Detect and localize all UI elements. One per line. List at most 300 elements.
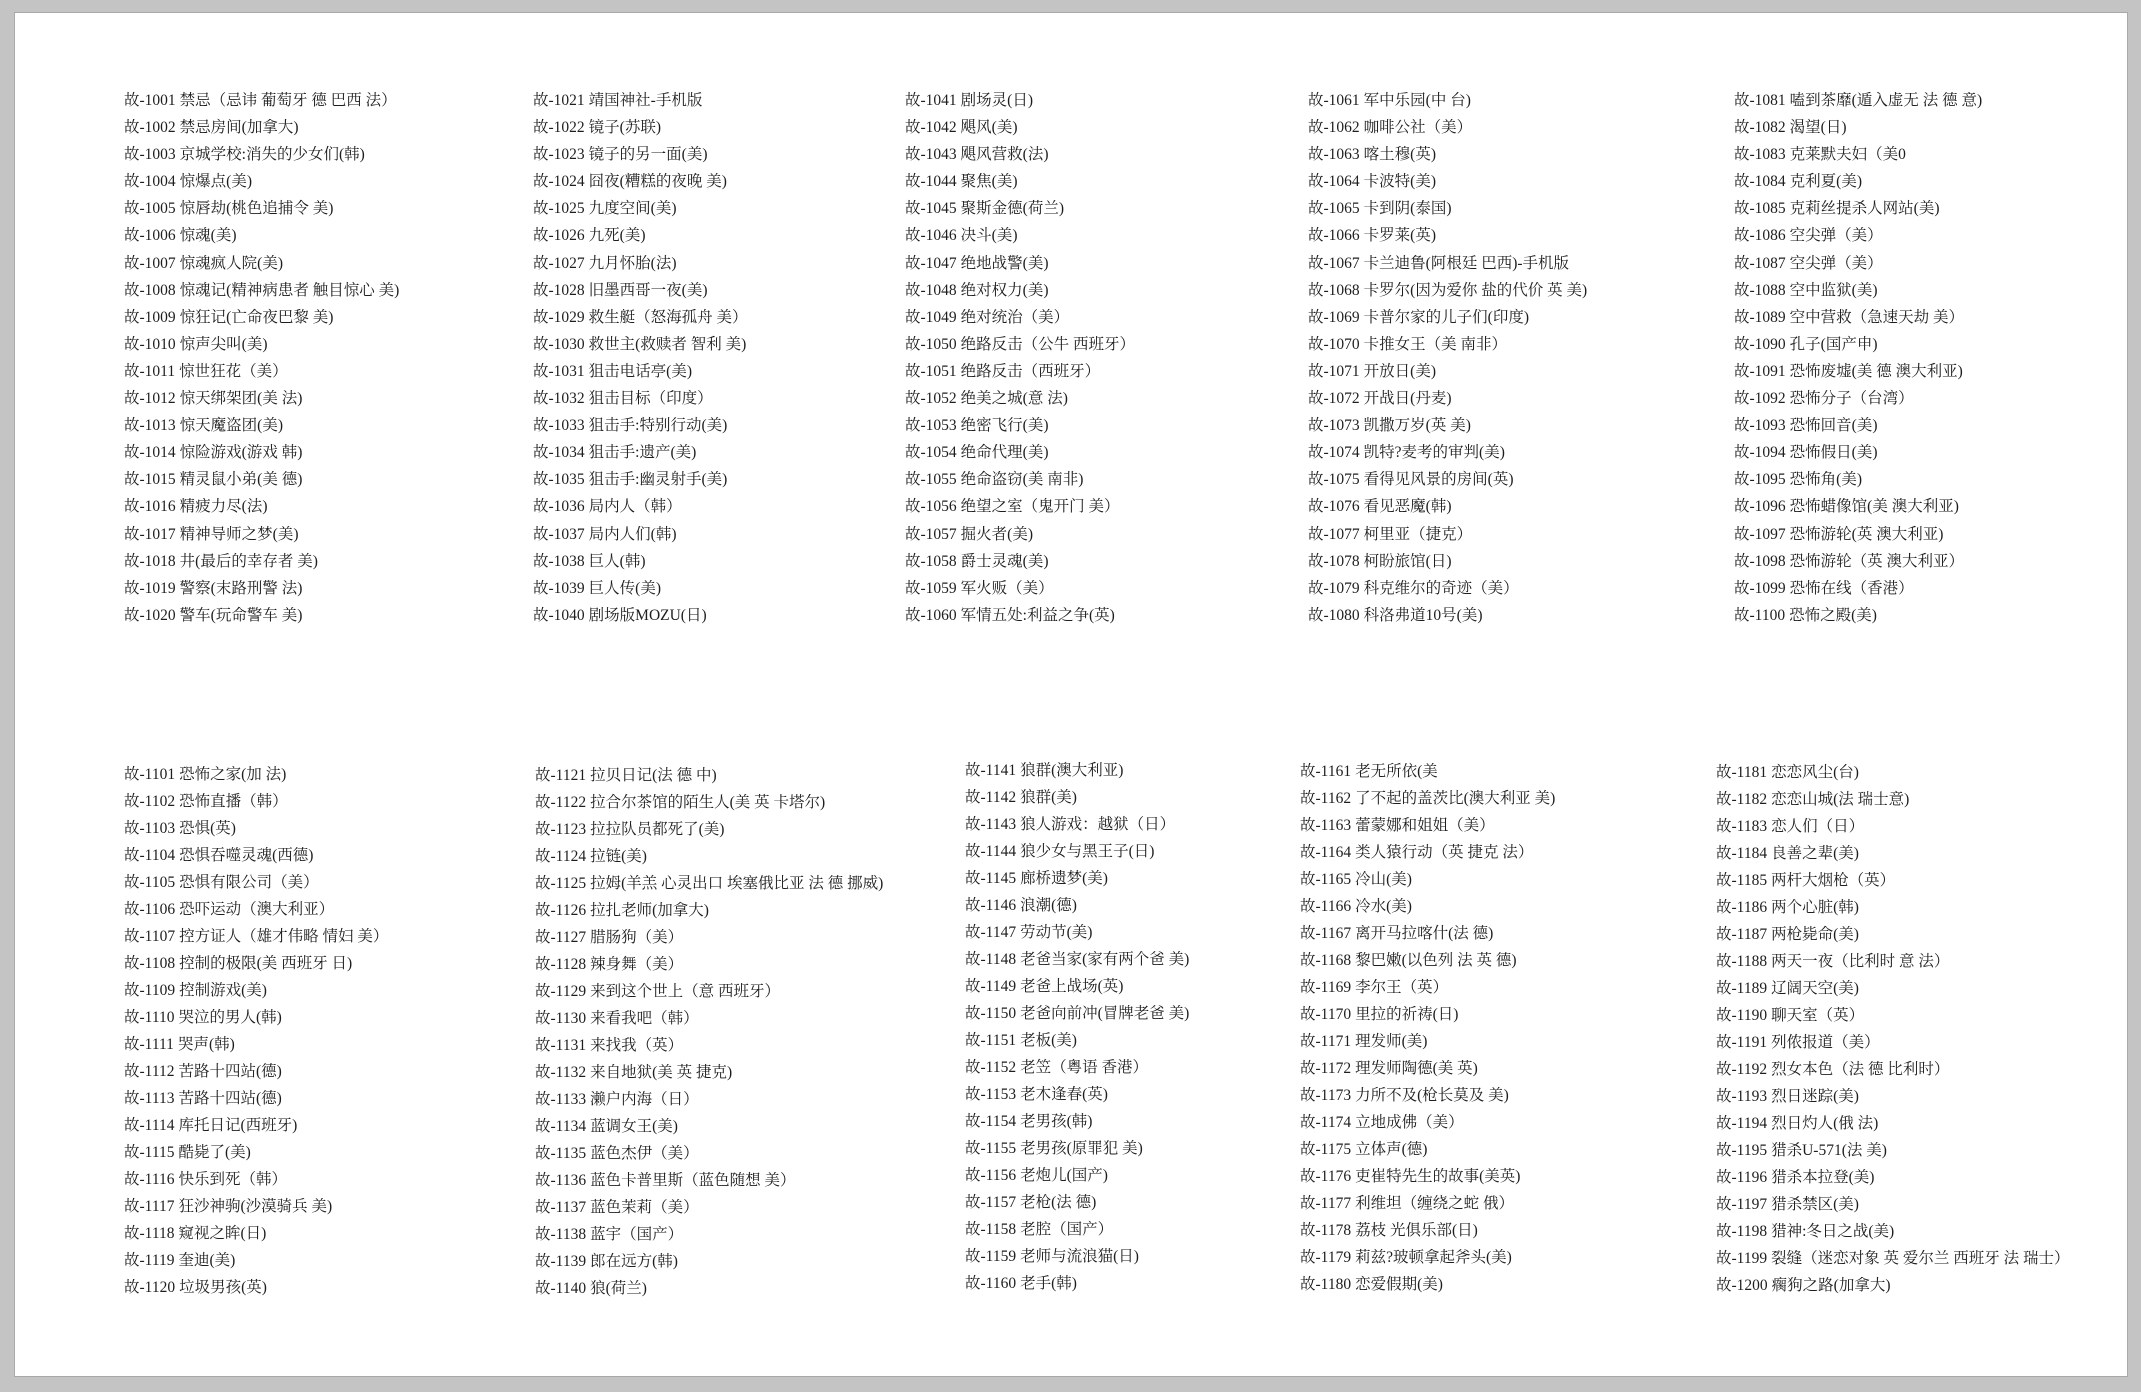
- entry-code: 故-1047: [905, 254, 957, 272]
- film-entry: [965, 892, 1189, 919]
- entry-title: 绝路反击（西班牙）: [960, 362, 1101, 380]
- film-entry: [124, 439, 399, 466]
- entry-title: 类人猿行动（英 捷克 法）: [1355, 844, 1534, 861]
- entry-title: 哭泣的男人(韩): [178, 1009, 282, 1026]
- entry-title: 老木逢春(英): [1020, 1086, 1108, 1103]
- film-entry: [905, 250, 1135, 277]
- entry-code: 故-1163: [1300, 817, 1352, 834]
- entry-title: 狼群(澳大利亚): [1020, 762, 1124, 779]
- entry-title: 科洛弗道10号(美): [1363, 606, 1483, 624]
- entry-code: 故-1051: [905, 362, 957, 380]
- entry-title: 剧场版MOZU(日): [588, 606, 707, 624]
- entry-code: 故-1167: [1300, 925, 1352, 942]
- film-entry: [1308, 385, 1587, 412]
- film-entry: [965, 1108, 1189, 1135]
- entry-code: 故-1101: [124, 766, 176, 783]
- entry-title: 力所不及(枪长莫及 美): [1355, 1087, 1509, 1104]
- entry-title: 惊天绑架团(美 法): [179, 390, 303, 408]
- film-entry: [1300, 1163, 1555, 1190]
- film-entry: [124, 195, 399, 222]
- entry-code: 故-1147: [965, 924, 1017, 941]
- entry-title: 郎在远方(韩): [590, 1253, 678, 1270]
- entry-title: 了不起的盖茨比(澳大利亚 美): [1355, 790, 1556, 807]
- film-entry: [533, 358, 748, 385]
- film-entry: [1716, 813, 2069, 840]
- entry-code: 故-1154: [965, 1113, 1017, 1130]
- film-entry: [1300, 1082, 1555, 1109]
- entry-title: 镜子的另一面(美): [588, 146, 708, 164]
- film-entry: [124, 493, 399, 520]
- film-entry: [1308, 250, 1587, 277]
- film-entry: [1734, 493, 1982, 520]
- film-entry: [905, 331, 1135, 358]
- entry-code: 故-1037: [533, 525, 585, 543]
- entry-title: 局内人（韩）: [588, 498, 682, 516]
- film-entry: [535, 1248, 883, 1275]
- film-entry: [124, 977, 388, 1004]
- entry-code: 故-1094: [1734, 444, 1786, 462]
- entry-code: 故-1016: [124, 498, 176, 516]
- film-entry: [1300, 785, 1555, 812]
- film-entry: [535, 870, 883, 897]
- film-entry: [1300, 839, 1555, 866]
- entry-code: 故-1038: [533, 552, 585, 570]
- entry-code: 故-1188: [1716, 953, 1768, 970]
- film-entry: [124, 1220, 388, 1247]
- entry-code: 故-1151: [965, 1032, 1017, 1049]
- entry-code: 故-1160: [965, 1275, 1017, 1292]
- film-entry: [905, 114, 1135, 141]
- entry-title: 空中监狱(美): [1789, 281, 1878, 299]
- entry-title: 猎杀本拉登(美): [1771, 1169, 1875, 1186]
- entry-code: 故-1065: [1308, 200, 1360, 218]
- entry-title: 烈女本色（法 德 比利时）: [1771, 1061, 1950, 1078]
- film-entry: [1716, 759, 2069, 786]
- entry-code: 故-1002: [124, 119, 176, 137]
- entry-code: 故-1098: [1734, 552, 1786, 570]
- entry-code: 故-1067: [1308, 254, 1360, 272]
- film-entry: [535, 1167, 883, 1194]
- entry-title: 精灵鼠小弟(美 德): [179, 471, 303, 489]
- entry-title: 恐吓运动（澳大利亚）: [179, 901, 335, 918]
- film-entry: [535, 1059, 883, 1086]
- film-entry: [533, 277, 748, 304]
- film-entry: [1734, 168, 1982, 195]
- entry-code: 故-1156: [965, 1167, 1017, 1184]
- film-entry: [905, 277, 1135, 304]
- entry-title: 决斗(美): [960, 227, 1018, 245]
- entry-title: 烈日灼人(俄 法): [1771, 1115, 1879, 1132]
- entry-title: 老爸当家(家有两个爸 美): [1020, 951, 1190, 968]
- entry-title: 恐惧(英): [179, 820, 236, 837]
- entry-code: 故-1009: [124, 308, 176, 326]
- entry-code: 故-1058: [905, 552, 957, 570]
- film-entry: [124, 842, 388, 869]
- film-entry: [1716, 1083, 2069, 1110]
- film-entry: [533, 250, 748, 277]
- film-entry: [1300, 920, 1555, 947]
- entry-code: 故-1135: [535, 1145, 587, 1162]
- entry-code: 故-1193: [1716, 1088, 1768, 1105]
- entry-title: 惊魂(美): [179, 227, 237, 245]
- entry-code: 故-1015: [124, 471, 176, 489]
- film-entry: [965, 838, 1189, 865]
- entry-title: 靖国神社-手机版: [588, 92, 703, 109]
- list-column: [1734, 87, 1982, 629]
- entry-code: 故-1195: [1716, 1142, 1768, 1159]
- entry-title: 控制的极限(美 西班牙 日): [179, 955, 353, 972]
- entry-code: 故-1088: [1734, 281, 1786, 299]
- entry-code: 故-1042: [905, 119, 957, 137]
- film-entry: [124, 331, 399, 358]
- entry-title: 恐怖之殿(美): [1789, 606, 1877, 624]
- entry-title: 苦路十四站(德): [178, 1063, 282, 1080]
- entry-code: 故-1130: [535, 1010, 587, 1027]
- entry-code: 故-1108: [124, 955, 176, 972]
- list-column: [535, 762, 883, 1302]
- entry-title: 狼人游戏：越狱（日）: [1020, 816, 1176, 833]
- entry-title: 掘火者(美): [960, 525, 1033, 543]
- list-column: [965, 757, 1189, 1297]
- film-entry: [965, 811, 1189, 838]
- list-column: [1308, 87, 1587, 629]
- entry-code: 故-1081: [1734, 92, 1786, 109]
- entry-title: 绝对权力(美): [960, 281, 1049, 299]
- entry-code: 故-1109: [124, 982, 176, 999]
- entry-title: 看见恶魔(韩): [1363, 498, 1452, 516]
- film-entry: [905, 521, 1135, 548]
- entry-code: 故-1071: [1308, 362, 1360, 380]
- entry-code: 故-1074: [1308, 444, 1360, 462]
- entry-title: 瘸狗之路(加拿大): [1771, 1277, 1891, 1294]
- entry-code: 故-1128: [535, 956, 587, 973]
- film-entry: [1308, 87, 1587, 114]
- entry-title: 蓝宇（国产）: [590, 1226, 684, 1243]
- film-entry: [533, 466, 748, 493]
- entry-code: 故-1152: [965, 1059, 1017, 1076]
- entry-code: 故-1139: [535, 1253, 587, 1270]
- film-entry: [124, 304, 399, 331]
- entry-title: 绝路反击（公牛 西班牙）: [960, 335, 1136, 353]
- film-entry: [965, 1189, 1189, 1216]
- entry-title: 克利夏(美): [1789, 173, 1862, 191]
- entry-code: 故-1025: [533, 200, 585, 218]
- film-entry: [124, 602, 399, 629]
- entry-code: 故-1075: [1308, 471, 1360, 489]
- film-entry: [1300, 974, 1555, 1001]
- film-entry: [1734, 358, 1982, 385]
- film-entry: [124, 1247, 388, 1274]
- entry-code: 故-1145: [965, 870, 1017, 887]
- entry-title: 绝命盗窃(美 南非): [960, 471, 1084, 489]
- film-entry: [1300, 1190, 1555, 1217]
- entry-code: 故-1095: [1734, 471, 1786, 489]
- entry-code: 故-1118: [124, 1225, 175, 1242]
- entry-code: 故-1024: [533, 173, 585, 191]
- entry-title: 冷山(美): [1355, 871, 1412, 888]
- entry-code: 故-1162: [1300, 790, 1352, 807]
- film-entry: [965, 1027, 1189, 1054]
- entry-code: 故-1127: [535, 929, 587, 946]
- entry-code: 故-1116: [124, 1171, 175, 1188]
- film-entry: [965, 1270, 1189, 1297]
- entry-title: 绝对统治（美）: [960, 308, 1070, 326]
- film-entry: [1308, 466, 1587, 493]
- entry-title: 黎巴嫩(以色列 法 英 德): [1355, 952, 1517, 969]
- entry-title: 惊声尖叫(美): [179, 335, 268, 353]
- entry-code: 故-1144: [965, 843, 1017, 860]
- entry-code: 故-1026: [533, 227, 585, 245]
- entry-title: 腊肠狗（美）: [590, 929, 684, 946]
- entry-code: 故-1112: [124, 1063, 175, 1080]
- entry-title: 奎迪(美): [178, 1252, 236, 1269]
- film-entry: [965, 919, 1189, 946]
- entry-title: 老腔（国产）: [1020, 1221, 1114, 1238]
- entry-title: 拉姆(羊羔 心灵出口 埃塞俄比亚 法 德 挪威): [590, 875, 884, 892]
- entry-title: 狙击电话亭(美): [588, 362, 692, 380]
- entry-code: 故-1146: [965, 897, 1017, 914]
- entry-title: 京城学校:消失的少女们(韩): [179, 146, 365, 164]
- film-entry: [1308, 412, 1587, 439]
- entry-title: 老男孩(原罪犯 美): [1020, 1140, 1143, 1157]
- film-entry: [1300, 1244, 1555, 1271]
- entry-code: 故-1173: [1300, 1087, 1352, 1104]
- film-entry: [1716, 1002, 2069, 1029]
- entry-code: 故-1200: [1716, 1277, 1768, 1294]
- entry-title: 孔子(国产申): [1789, 335, 1878, 353]
- film-entry: [533, 222, 748, 249]
- entry-code: 故-1021: [533, 92, 585, 109]
- film-entry: [124, 277, 399, 304]
- entry-title: 聚焦(美): [960, 173, 1018, 191]
- film-entry: [1300, 1028, 1555, 1055]
- entry-title: 恋爱假期(美): [1355, 1276, 1443, 1293]
- entry-title: 喀土穆(英): [1363, 146, 1436, 164]
- entry-title: 来自地狱(美 英 捷克): [590, 1064, 733, 1081]
- entry-code: 故-1148: [965, 951, 1017, 968]
- film-entry: [1716, 1272, 2069, 1299]
- entry-title: 嗑到茶靡(遁入虚无 法 德 意): [1789, 92, 1983, 109]
- entry-title: 绝密飞行(美): [960, 417, 1049, 435]
- entry-code: 故-1191: [1716, 1034, 1768, 1051]
- entry-title: 哭声(韩): [177, 1036, 235, 1053]
- film-entry: [535, 816, 883, 843]
- entry-code: 故-1137: [535, 1199, 587, 1216]
- entry-code: 故-1003: [124, 146, 176, 164]
- entry-title: 克莉丝提杀人网站(美): [1789, 200, 1940, 218]
- entry-title: 禁忌房间(加拿大): [179, 119, 299, 137]
- entry-title: 立体声(德): [1355, 1141, 1428, 1158]
- entry-title: 蓝色卡普里斯（蓝色随想 美）: [590, 1172, 796, 1189]
- entry-code: 故-1166: [1300, 898, 1352, 915]
- entry-code: 故-1189: [1716, 980, 1768, 997]
- entry-code: 故-1174: [1300, 1114, 1352, 1131]
- film-entry: [1308, 222, 1587, 249]
- film-entry: [1300, 1217, 1555, 1244]
- film-entry: [535, 1275, 883, 1302]
- entry-title: 两杆大烟枪（英）: [1771, 872, 1896, 889]
- entry-code: 故-1129: [535, 983, 587, 1000]
- film-entry: [1300, 1136, 1555, 1163]
- entry-title: 李尔王（英）: [1355, 979, 1449, 996]
- entry-title: 空尖弹（美）: [1789, 227, 1883, 245]
- film-entry: [905, 439, 1135, 466]
- entry-code: 故-1060: [905, 606, 957, 624]
- entry-code: 故-1153: [965, 1086, 1017, 1103]
- entry-code: 故-1157: [965, 1194, 1017, 1211]
- entry-title: 辣身舞（美）: [590, 956, 684, 973]
- film-entry: [124, 1193, 388, 1220]
- entry-code: 故-1124: [535, 848, 587, 865]
- entry-title: 辽阔天空(美): [1771, 980, 1859, 997]
- film-entry: [1300, 1001, 1555, 1028]
- entry-title: 狙击手:幽灵射手(美): [588, 471, 728, 489]
- film-entry: [533, 548, 748, 575]
- entry-title: 理发师陶德(美 英): [1355, 1060, 1478, 1077]
- entry-code: 故-1023: [533, 146, 585, 164]
- entry-title: 两天一夜（比利时 意 法）: [1771, 953, 1950, 970]
- entry-code: 故-1085: [1734, 200, 1786, 218]
- entry-code: 故-1041: [905, 92, 957, 109]
- entry-title: 酷毙了(美): [178, 1144, 251, 1161]
- film-entry: [1308, 575, 1587, 602]
- entry-title: 老无所依(美: [1355, 763, 1438, 780]
- film-entry: [124, 1004, 388, 1031]
- film-entry: [124, 521, 399, 548]
- entry-title: 卡推女王（美 南非）: [1363, 335, 1508, 353]
- entry-code: 故-1034: [533, 444, 585, 462]
- film-entry: [533, 168, 748, 195]
- film-entry: [1734, 141, 1982, 168]
- film-entry: [1716, 1218, 2069, 1245]
- entry-title: 控制游戏(美): [179, 982, 267, 999]
- entry-title: 两枪毙命(美): [1771, 926, 1859, 943]
- entry-title: 开放日(美): [1363, 362, 1436, 380]
- entry-title: 科克维尔的奇迹（美）: [1363, 579, 1519, 597]
- entry-title: 看得见风景的房间(英): [1363, 471, 1514, 489]
- entry-title: 老枪(法 德): [1020, 1194, 1097, 1211]
- entry-code: 故-1066: [1308, 227, 1360, 245]
- film-entry: [533, 602, 748, 629]
- entry-code: 故-1150: [965, 1005, 1017, 1022]
- film-entry: [1734, 87, 1982, 114]
- entry-code: 故-1117: [124, 1198, 175, 1215]
- entry-code: 故-1083: [1734, 146, 1786, 164]
- entry-title: 惊险游戏(游戏 韩): [179, 444, 303, 462]
- film-entry: [1734, 195, 1982, 222]
- entry-title: 蕾蒙娜和姐姐（美）: [1355, 817, 1495, 834]
- entry-code: 故-1133: [535, 1091, 587, 1108]
- entry-code: 故-1164: [1300, 844, 1352, 861]
- entry-title: 惊世狂花（美）: [179, 362, 288, 380]
- entry-code: 故-1054: [905, 444, 957, 462]
- entry-title: 老男孩(韩): [1020, 1113, 1093, 1130]
- entry-code: 故-1136: [535, 1172, 587, 1189]
- entry-code: 故-1104: [124, 847, 176, 864]
- entry-code: 故-1028: [533, 281, 585, 299]
- entry-code: 故-1138: [535, 1226, 587, 1243]
- film-entry: [1716, 975, 2069, 1002]
- film-entry: [124, 222, 399, 249]
- entry-code: 故-1187: [1716, 926, 1768, 943]
- list-column: [124, 87, 399, 629]
- entry-code: 故-1052: [905, 390, 957, 408]
- entry-title: 九月怀胎(法): [588, 254, 677, 272]
- entry-code: 故-1029: [533, 308, 585, 326]
- film-entry: [1734, 222, 1982, 249]
- film-entry: [1716, 921, 2069, 948]
- entry-code: 故-1014: [124, 444, 176, 462]
- entry-code: 故-1004: [124, 173, 176, 191]
- film-entry: [1300, 1271, 1555, 1298]
- entry-code: 故-1105: [124, 874, 176, 891]
- film-entry: [535, 1086, 883, 1113]
- entry-title: 军情五处:利益之争(英): [960, 606, 1115, 624]
- entry-title: 咖啡公社（美）: [1363, 119, 1473, 137]
- entry-code: 故-1097: [1734, 525, 1786, 543]
- entry-title: 廊桥遗梦(美): [1020, 870, 1108, 887]
- film-entry: [533, 141, 748, 168]
- entry-code: 故-1043: [905, 146, 957, 164]
- entry-code: 故-1169: [1300, 979, 1352, 996]
- film-entry: [965, 973, 1189, 1000]
- entry-title: 恐怖分子（台湾）: [1789, 390, 1914, 408]
- entry-title: 卡兰迪鲁(阿根廷 巴西)-手机版: [1363, 254, 1570, 272]
- entry-code: 故-1057: [905, 525, 957, 543]
- entry-code: 故-1020: [124, 606, 176, 624]
- entry-title: 绝望之室（鬼开门 美）: [960, 498, 1120, 516]
- entry-title: 剧场灵(日): [960, 92, 1033, 109]
- entry-code: 故-1035: [533, 471, 585, 489]
- film-entry: [1308, 114, 1587, 141]
- entry-code: 故-1064: [1308, 173, 1360, 191]
- entry-title: 猎杀禁区(美): [1771, 1196, 1859, 1213]
- film-entry: [1734, 439, 1982, 466]
- entry-title: 窥视之眸(日): [178, 1225, 267, 1242]
- entry-code: 故-1073: [1308, 417, 1360, 435]
- entry-title: 利维坦（缠绕之蛇 俄）: [1355, 1195, 1514, 1212]
- entry-title: 恐怖之家(加 法): [179, 766, 287, 783]
- entry-code: 故-1114: [124, 1117, 175, 1134]
- entry-code: 故-1010: [124, 335, 176, 353]
- list-column: [124, 761, 388, 1301]
- entry-code: 故-1134: [535, 1118, 587, 1135]
- entry-title: 惊狂记(亡命夜巴黎 美): [179, 308, 334, 326]
- entry-title: 绝地战警(美): [960, 254, 1049, 272]
- entry-code: 故-1142: [965, 789, 1017, 806]
- film-entry: [124, 788, 388, 815]
- entry-code: 故-1061: [1308, 92, 1360, 109]
- film-entry: [905, 602, 1135, 629]
- entry-code: 故-1030: [533, 335, 585, 353]
- entry-title: 囧夜(糟糕的夜晚 美): [588, 173, 727, 191]
- entry-title: 禁忌（忌讳 葡萄牙 德 巴西 法）: [179, 92, 397, 109]
- film-entry: [535, 951, 883, 978]
- entry-title: 老笠（粤语 香港）: [1020, 1059, 1148, 1076]
- entry-code: 故-1040: [533, 606, 585, 624]
- entry-code: 故-1008: [124, 281, 176, 299]
- entry-title: 惊魂疯人院(美): [179, 254, 283, 272]
- entry-code: 故-1046: [905, 227, 957, 245]
- list-column: [1716, 759, 2069, 1299]
- entry-code: 故-1077: [1308, 525, 1360, 543]
- film-entry: [535, 978, 883, 1005]
- entry-code: 故-1093: [1734, 417, 1786, 435]
- film-entry: [1734, 466, 1982, 493]
- film-entry: [533, 87, 748, 114]
- entry-code: 故-1143: [965, 816, 1017, 833]
- entry-title: 卡罗尔(因为爱你 盐的代价 英 美): [1363, 281, 1588, 299]
